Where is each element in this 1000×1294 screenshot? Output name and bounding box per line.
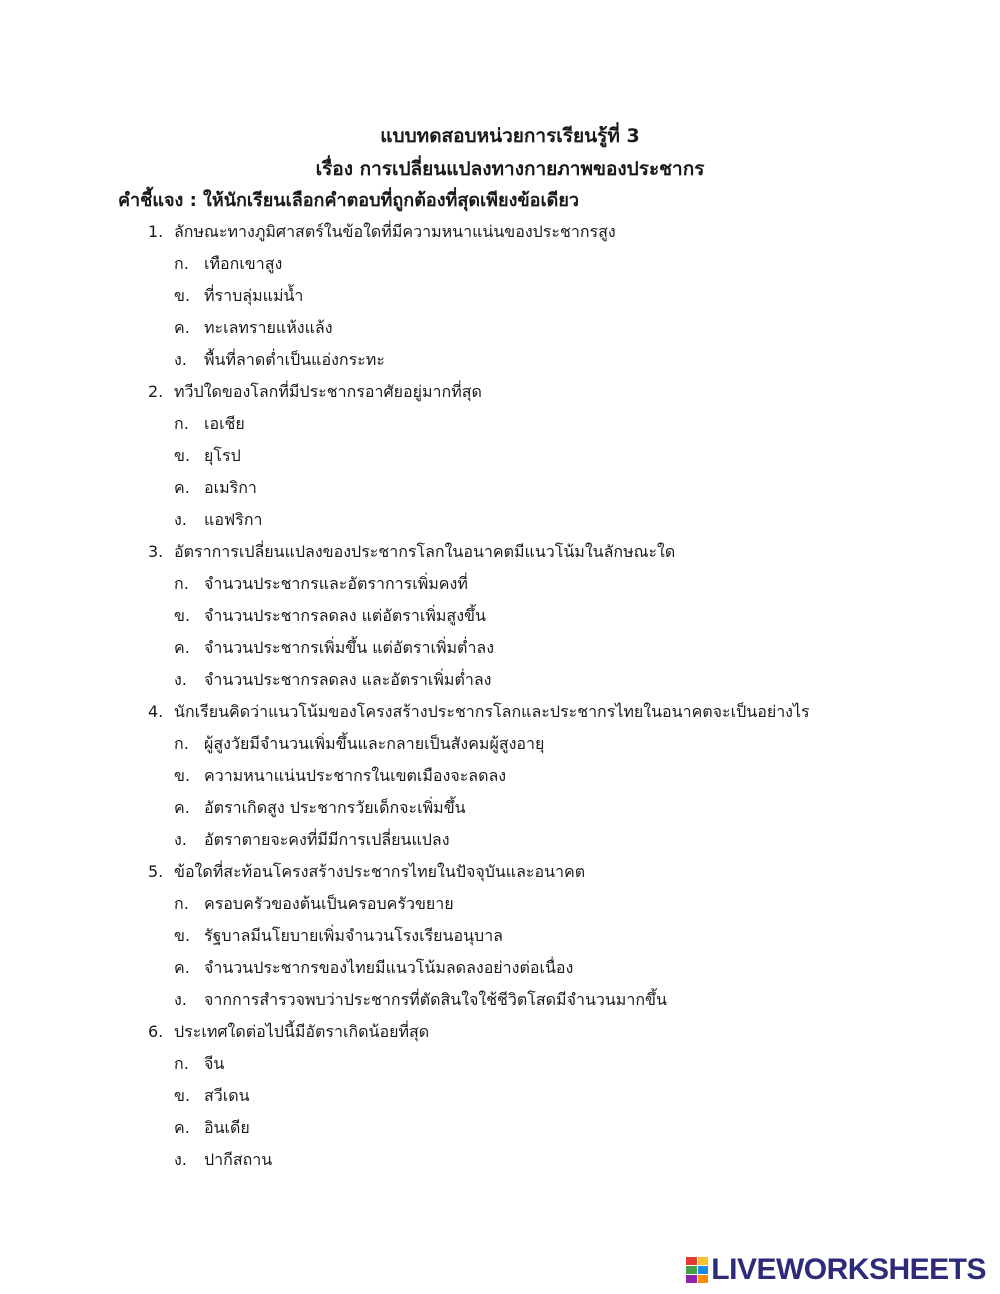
choice-text: จีน xyxy=(204,1054,225,1073)
choice-item[interactable] xyxy=(148,1080,948,1112)
choice-text: สวีเดน xyxy=(204,1086,250,1105)
choice-item[interactable] xyxy=(148,760,948,792)
choice-letter: ง. xyxy=(174,670,187,689)
choice-text: รัฐบาลมีนโยบายเพิ่มจำนวนโรงเรียนอนุบาล xyxy=(204,926,503,945)
choice-item[interactable] xyxy=(148,824,948,856)
choice-text: อินเดีย xyxy=(204,1118,250,1137)
choice-item[interactable] xyxy=(148,952,948,984)
question-text: อัตราการเปลี่ยนแปลงของประชากรโลกในอนาคตมีแนวโน้มในลักษณะใด xyxy=(174,542,676,561)
choice-letter: ค. xyxy=(174,478,190,497)
choice-letter: ค. xyxy=(174,318,190,337)
question-number: 4. xyxy=(148,702,164,721)
worksheet-subtitle: เรื่อง การเปลี่ยนแปลงทางกายภาพของประชากร xyxy=(315,158,705,180)
choice-letter: ค. xyxy=(174,798,190,817)
choice-text: จำนวนประชากรลดลง และอัตราเพิ่มต่ำลง xyxy=(204,670,492,689)
question-number: 3. xyxy=(148,542,164,561)
logo-tile xyxy=(686,1275,697,1283)
liveworksheets-logo-icon xyxy=(686,1257,708,1283)
question-2 xyxy=(148,376,948,536)
choice-letter: ข. xyxy=(174,606,191,625)
choice-item[interactable] xyxy=(148,1112,948,1144)
choice-text: จำนวนประชากรของไทยมีแนวโน้มลดลงอย่างต่อเนื่อง xyxy=(204,958,574,977)
choice-text: จำนวนประชากรและอัตราการเพิ่มคงที่ xyxy=(204,574,468,593)
choice-letter: ข. xyxy=(174,286,191,305)
choice-letter: ง. xyxy=(174,1150,187,1169)
choice-letter: ก. xyxy=(174,1054,189,1073)
choice-item[interactable] xyxy=(148,984,948,1016)
logo-tile xyxy=(698,1266,709,1274)
question-row xyxy=(148,536,948,568)
question-4 xyxy=(148,696,948,856)
choice-item[interactable] xyxy=(148,568,948,600)
question-number: 5. xyxy=(148,862,164,881)
choice-item[interactable] xyxy=(148,312,948,344)
logo-tile xyxy=(686,1266,697,1274)
question-row xyxy=(148,856,948,888)
logo-tile xyxy=(698,1257,709,1265)
choice-item[interactable] xyxy=(148,472,948,504)
choice-letter: ก. xyxy=(174,574,189,593)
choice-text: เทือกเขาสูง xyxy=(204,254,283,273)
choice-text: จำนวนประชากรเพิ่มขึ้น แต่อัตราเพิ่มต่ำลง xyxy=(204,638,495,657)
question-text: ข้อใดที่สะท้อนโครงสร้างประชากรไทยในปัจจุบันและอนาคต xyxy=(174,862,586,881)
question-text: ทวีปใดของโลกที่มีประชากรอาศัยอยู่มากที่สุด xyxy=(174,382,482,401)
choice-letter: ง. xyxy=(174,510,187,529)
question-1 xyxy=(148,216,948,376)
choice-letter: ก. xyxy=(174,414,189,433)
choice-text: อัตราเกิดสูง ประชากรวัยเด็กจะเพิ่มขึ้น xyxy=(204,798,466,817)
question-text: ลักษณะทางภูมิศาสตร์ในข้อใดที่มีความหนาแน่นของประชากรสูง xyxy=(174,222,616,241)
choice-item[interactable] xyxy=(148,600,948,632)
choice-letter: ค. xyxy=(174,1118,190,1137)
logo-tile xyxy=(686,1257,697,1265)
choice-item[interactable] xyxy=(148,920,948,952)
choice-letter: ข. xyxy=(174,446,191,465)
choice-text: แอฟริกา xyxy=(204,510,263,529)
question-3 xyxy=(148,536,948,696)
choice-text: ผู้สูงวัยมีจำนวนเพิ่มขึ้นและกลายเป็นสังคมผู้สูงอายุ xyxy=(204,734,545,753)
question-number: 6. xyxy=(148,1022,164,1041)
choice-letter: ข. xyxy=(174,766,191,785)
logo-tile xyxy=(698,1275,709,1283)
choice-text: อเมริกา xyxy=(204,478,257,497)
instruction-text: คำชี้แจง : ให้นักเรียนเลือกคำตอบที่ถูกต้องที่สุดเพียงข้อเดียว xyxy=(118,190,579,211)
choice-text: ความหนาแน่นประชากรในเขตเมืองจะลดลง xyxy=(204,766,507,785)
choice-letter: ง. xyxy=(174,990,187,1009)
question-text: ประเทศใดต่อไปนี้มีอัตราเกิดน้อยที่สุด xyxy=(174,1022,430,1041)
logo-text: LIVEWORKSHEETS xyxy=(711,1253,986,1286)
question-number: 1. xyxy=(148,222,164,241)
question-5 xyxy=(148,856,948,1016)
choice-letter: ก. xyxy=(174,254,189,273)
choice-item[interactable] xyxy=(148,792,948,824)
choice-item[interactable] xyxy=(148,1048,948,1080)
choice-item[interactable] xyxy=(148,888,948,920)
choice-text: อัตราตายจะคงที่มีมีการเปลี่ยนแปลง xyxy=(204,830,450,849)
choice-text: ยุโรป xyxy=(204,446,241,465)
choice-text: ทะเลทรายแห้งแล้ง xyxy=(204,318,333,337)
choice-letter: ค. xyxy=(174,638,190,657)
choice-item[interactable] xyxy=(148,280,948,312)
worksheet-title: แบบทดสอบหน่วยการเรียนรู้ที่ 3 xyxy=(380,125,640,147)
choice-letter: ข. xyxy=(174,1086,191,1105)
question-list xyxy=(148,216,948,1176)
choice-letter: ค. xyxy=(174,958,190,977)
choice-item[interactable] xyxy=(148,728,948,760)
choice-item[interactable] xyxy=(148,408,948,440)
choice-item[interactable] xyxy=(148,344,948,376)
choice-letter: ก. xyxy=(174,894,189,913)
choice-text: เอเชีย xyxy=(204,414,245,433)
question-text: นักเรียนคิดว่าแนวโน้มของโครงสร้างประชากรโลกและประชากรไทยในอนาคตจะเป็นอย่างไร xyxy=(174,702,810,721)
choice-item[interactable] xyxy=(148,504,948,536)
choice-letter: ง. xyxy=(174,830,187,849)
choice-letter: ข. xyxy=(174,926,191,945)
choice-item[interactable] xyxy=(148,248,948,280)
choice-text: จากการสำรวจพบว่าประชากรที่ตัดสินใจใช้ชีวิตโสดมีจำนวนมากขึ้น xyxy=(204,990,667,1009)
liveworksheets-logo xyxy=(686,1252,986,1288)
choice-text: ครอบครัวของต้นเป็นครอบครัวขยาย xyxy=(204,894,454,913)
choice-item[interactable] xyxy=(148,1144,948,1176)
choice-item[interactable] xyxy=(148,440,948,472)
choice-text: ปากีสถาน xyxy=(204,1150,273,1169)
choice-letter: ก. xyxy=(174,734,189,753)
question-number: 2. xyxy=(148,382,164,401)
choice-letter: ง. xyxy=(174,350,187,369)
question-row xyxy=(148,216,948,248)
choice-text: ที่ราบลุ่มแม่น้ำ xyxy=(204,286,304,305)
question-row xyxy=(148,696,948,728)
choice-item[interactable] xyxy=(148,664,948,696)
choice-item[interactable] xyxy=(148,632,948,664)
question-row xyxy=(148,1016,948,1048)
question-6 xyxy=(148,1016,948,1176)
question-row xyxy=(148,376,948,408)
choice-text: จำนวนประชากรลดลง แต่อัตราเพิ่มสูงขึ้น xyxy=(204,606,486,625)
choice-text: พื้นที่ลาดต่ำเป็นแอ่งกระทะ xyxy=(204,350,385,369)
